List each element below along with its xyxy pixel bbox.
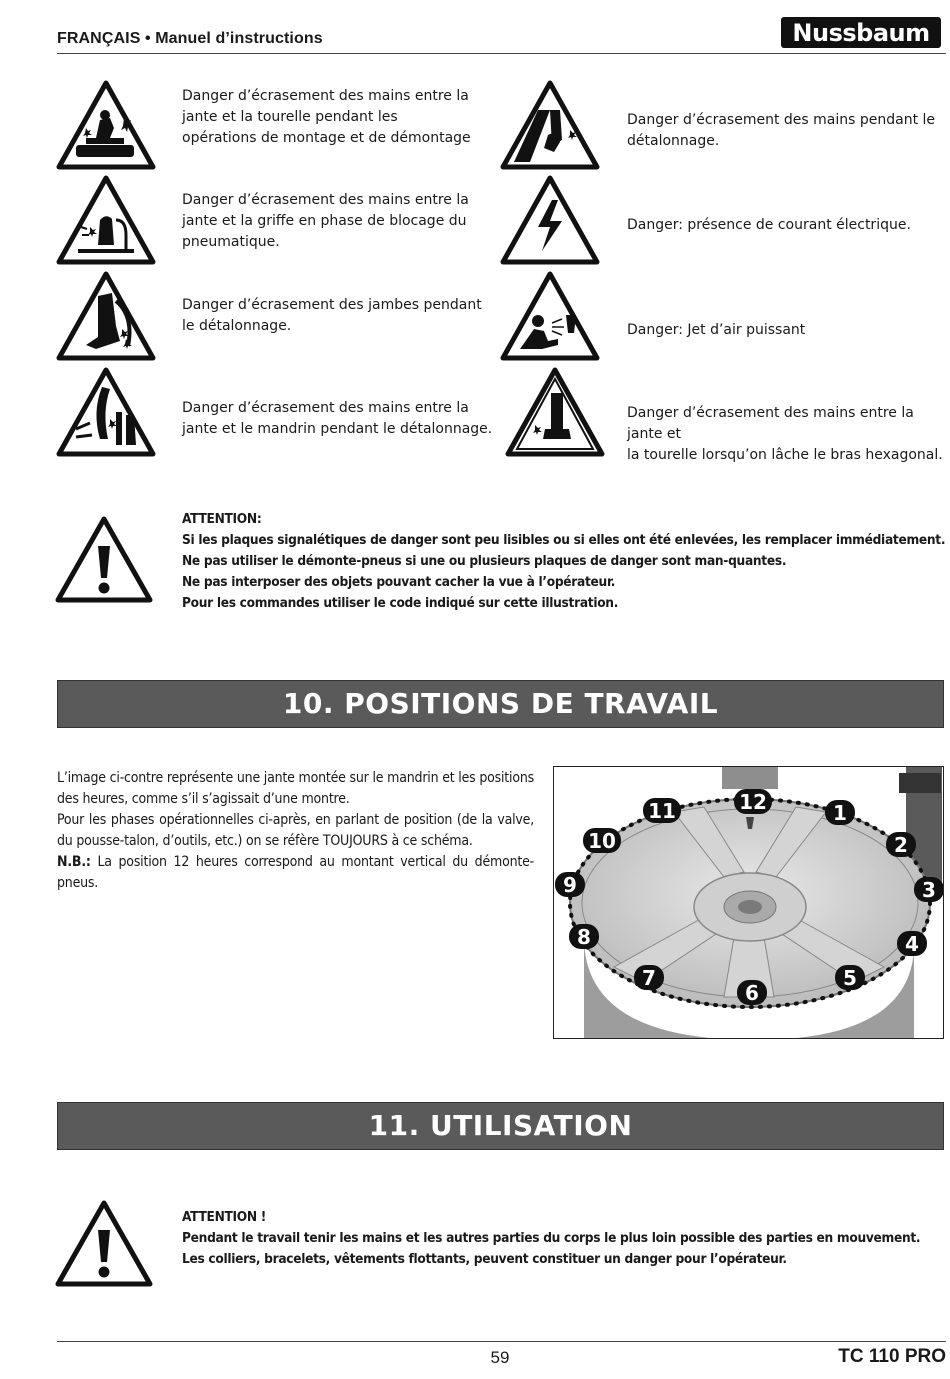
clock-position-1 [825, 800, 855, 825]
warning-line: Danger d’écrasement des mains entre la [182, 88, 469, 104]
warning-line: Danger: Jet d’air puissant [627, 322, 806, 338]
svg-text:1: 1 [833, 801, 847, 825]
svg-text:2: 2 [894, 833, 908, 857]
warning-text-6 [627, 215, 911, 236]
attention-line: Pendant le travail tenir les mains et les autres parties du corps le plus loin possible des parties en mouvement. [182, 1230, 921, 1246]
svg-text:11: 11 [648, 799, 676, 823]
warning-line: opérations de montage et de démontage [182, 130, 471, 146]
clock-position-5 [835, 965, 865, 990]
attention-line: Les colliers, bracelets, vêtements flottants, peuvent constituer un danger pour l’opérateur. [182, 1251, 787, 1267]
clock-position-10 [583, 828, 621, 853]
warning-text-2 [182, 190, 469, 253]
warning-line: le détalonnage. [182, 318, 292, 334]
warning-text-5 [627, 110, 935, 152]
brand-name: Nussbaum [792, 19, 930, 47]
svg-text:6: 6 [745, 981, 759, 1005]
column-top [722, 767, 778, 789]
attention-line: Pour les commandes utiliser le code indiqué sur cette illustration. [182, 595, 619, 611]
svg-text:9: 9 [563, 873, 577, 897]
leg-crush-icon [56, 271, 156, 363]
footer-rule [57, 1341, 946, 1342]
section-11-heading: 11. UTILISATION [57, 1102, 944, 1150]
air-jet-icon [500, 271, 600, 363]
warning-line: Danger: présence de courant électrique. [627, 217, 911, 233]
warning-line: la tourelle lorsqu’on lâche le bras hexagonal. [627, 447, 943, 463]
warning-text-3 [182, 295, 482, 337]
warning-line: Danger d’écrasement des mains entre la jante et [627, 405, 914, 442]
clock-position-12 [734, 789, 772, 814]
attention-line: Ne pas interposer des objets pouvant cacher la vue à l’opérateur. [182, 574, 616, 590]
attention-title: ATTENTION: [182, 511, 262, 527]
attention-block-1 [182, 509, 945, 614]
warning-line: pneumatique. [182, 234, 280, 250]
warning-line: jante et le mandrin pendant le détalonnage. [182, 421, 493, 437]
svg-text:12: 12 [739, 790, 767, 814]
clock-position-7 [634, 965, 664, 990]
warning-text-1 [182, 86, 471, 149]
section-10-heading: 10. POSITIONS DE TRAVAIL [57, 680, 944, 728]
wheel-illustration [554, 767, 944, 1039]
clock-position-6 [737, 980, 767, 1005]
clock-position-9 [555, 872, 585, 897]
attention-title: ATTENTION ! [182, 1209, 267, 1225]
warning-line: Danger d’écrasement des mains pendant le [627, 112, 936, 128]
page-number: 59 [490, 1348, 510, 1367]
clock-position-3 [914, 877, 944, 902]
warning-line: Danger d’écrasement des jambes pendant [182, 297, 482, 313]
clock-position-2 [886, 832, 916, 857]
attention-icon-2 [55, 1200, 153, 1288]
clock-position-11 [643, 798, 681, 823]
hand-crush-rim-clamp-icon [56, 175, 156, 267]
wheel-clock-diagram [553, 766, 944, 1039]
warning-line: jante et la griffe en phase de blocage du [182, 213, 467, 229]
electric-shock-icon [500, 175, 600, 267]
attention-line: Si les plaques signalétiques de danger sont peu lisibles ou si elles ont été enlevées, les remplacer immédiatement. [182, 532, 946, 548]
clock-position-4 [897, 931, 927, 956]
warning-text-7 [627, 320, 805, 341]
nb-label: N.B.: [57, 854, 91, 870]
attention-block-2 [182, 1207, 920, 1270]
header-rule [57, 53, 946, 54]
svg-text:5: 5 [843, 966, 857, 990]
hand-crush-hex-arm-icon [505, 367, 605, 459]
hand-crush-bead-break-icon [500, 80, 600, 172]
warning-line: Danger d’écrasement des mains entre la [182, 400, 469, 416]
hand-crush-rim-turret-icon [56, 80, 156, 172]
paragraph-text: Pour les phases opérationnelles ci-après, en parlant de position (de la valve, du pousse-talon, d’outils, etc.) on se réfère TOUJOURS à ce schéma. [57, 812, 534, 849]
attention-line: Ne pas utiliser le démonte-pneus si une ou plusieurs plaques de danger sont man-quantes. [182, 553, 787, 569]
clock-position-8 [569, 924, 599, 949]
svg-text:10: 10 [588, 829, 616, 853]
paragraph-text: L’image ci-contre représente une jante montée sur le mandrin et les positions des heures, comme s’il s’agissait d’une montre. [57, 770, 534, 807]
svg-text:8: 8 [577, 925, 591, 949]
svg-text:7: 7 [642, 966, 656, 990]
section-10-paragraph [57, 768, 534, 894]
nb-text: La position 12 heures correspond au montant vertical du démonte-pneus. [57, 854, 534, 891]
attention-icon [55, 516, 153, 604]
svg-text:3: 3 [922, 878, 936, 902]
hand-crush-rim-chuck-icon [56, 367, 156, 459]
svg-text:4: 4 [905, 932, 919, 956]
warning-line: Danger d’écrasement des mains entre la [182, 192, 469, 208]
model-name: TC 110 PRO [838, 1346, 946, 1367]
warning-line: jante et la tourelle pendant les [182, 109, 398, 125]
brand-logo [780, 14, 942, 50]
warning-text-4 [182, 398, 492, 440]
warning-line: détalonnage. [627, 133, 720, 149]
warning-text-8 [627, 403, 950, 466]
header-title: FRANÇAIS • Manuel d’instructions [57, 30, 323, 47]
